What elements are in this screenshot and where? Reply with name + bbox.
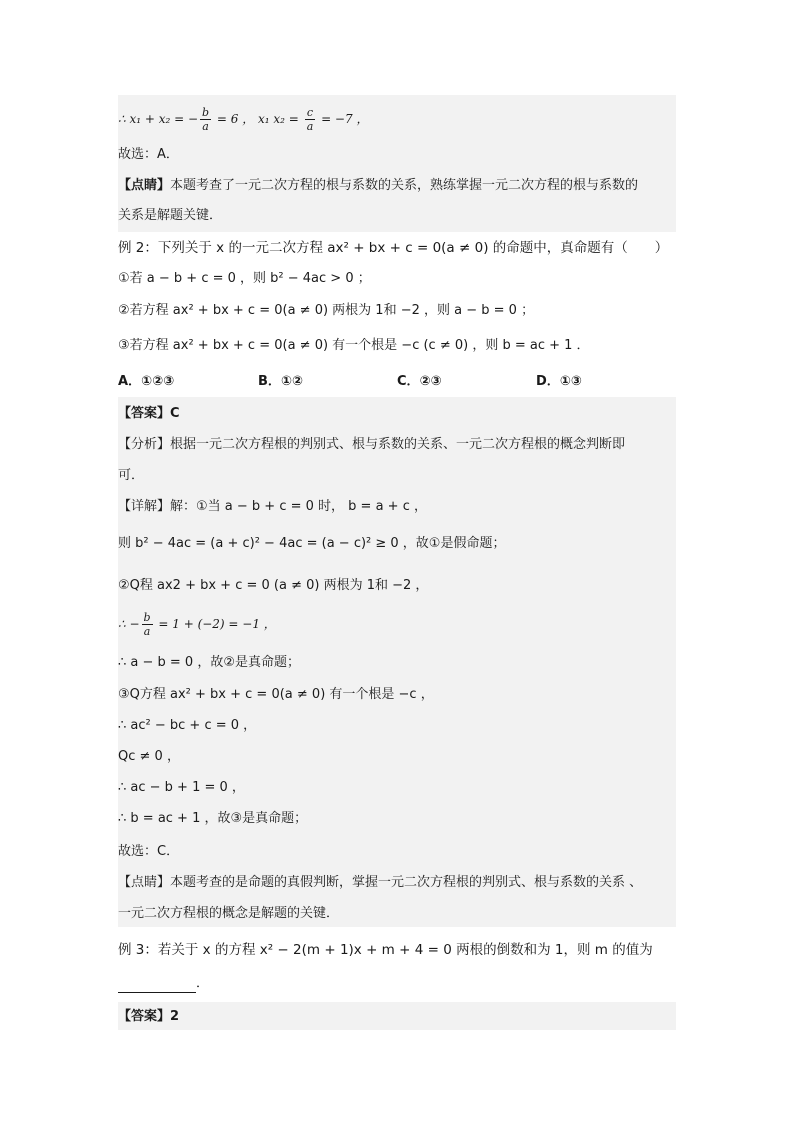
example2-prop3: ③若方程 ax² + bx + c = 0(a ≠ 0) 有一个根是 −c (c ≠ 0) ，则 b = ac + 1 ． (118, 338, 590, 353)
fraction-c-over-a: $\frac{c}{a}$ (306, 106, 314, 133)
example2-detail-line5: ∴ a − b = 0 ，故②是真命题； (118, 655, 300, 670)
example2-answer: 【答案】C (118, 406, 180, 421)
example2-options (118, 373, 698, 391)
example2-prop1: ①若 a − b + c = 0 ，则 b² − 4ac > 0 ； (118, 271, 371, 286)
option-b: B．①② (258, 374, 303, 389)
example2-detail-line6: ③Q方程 ax² + bx + c = 0(a ≠ 0) 有一个根是 −c ， (118, 687, 434, 702)
example2-detail-line4: ∴ − $\frac{b}{a}$ = 1 + (−2) = −1 ， (118, 611, 276, 638)
example2-prop2: ②若方程 ax² + bx + c = 0(a ≠ 0) 两根为 1和 −2 ，则 a − b = 0 ； (118, 303, 535, 318)
option-c: C．②③ (397, 374, 442, 389)
example2-detail-line2: 则 b² − 4ac = (a + c)² − 4ac = (a − c)² ≥ 0 ，故①是假命题； (118, 536, 506, 551)
example3-stem: 例 3：若关于 x 的方程 x² − 2(m + 1)x + m + 4 = 0 两根的倒数和为 1，则 m 的值为 (118, 942, 653, 958)
intro-comment-line2: 关系是解题关键． (118, 208, 223, 223)
example2-choice: 故选：C． (118, 844, 180, 859)
example2-analysis-line1: 【分析】根据一元二次方程根的判别式、根与系数的关系、一元二次方程根的概念判断即 (118, 437, 626, 452)
example2-comment-line2: 一元二次方程根的概念是解题的关键． (118, 906, 340, 921)
example3-blank-line: ． (118, 975, 698, 993)
example2-comment-line1: 【点睛】本题考查的是命题的真假判断，掌握一元二次方程根的判别式、根与系数的关系 、 (118, 875, 643, 890)
example2-detail-line9: ∴ ac − b + 1 = 0 ， (118, 780, 245, 795)
intro-comment-line1: 【点睛】本题考查了一元二次方程的根与系数的关系，熟练掌握一元二次方程的根与系数的 (118, 178, 639, 193)
example2-detail-line3: ②Q程 ax2 + bx + c = 0 (a ≠ 0) 两根为 1和 −2 ， (118, 578, 429, 593)
option-a: A．①②③ (118, 374, 175, 389)
example2-detail-line10: ∴ b = ac + 1 ，故③是真命题； (118, 811, 308, 826)
example2-detail-line8: Qc ≠ 0 ， (118, 749, 180, 764)
intro-choice: 故选：A． (118, 147, 179, 162)
intro-vieta-line: ∴ x₁ + x₂ = − $\frac{b}{a}$ = 6 ， x₁ x₂ = $\frac{c}{a}$ = −7 ， (118, 106, 369, 133)
fraction-b-over-a: $\frac{b}{a}$ (202, 106, 210, 133)
option-d: D．①③ (536, 374, 582, 389)
example2-detail-line7: ∴ ac² − bc + c = 0 ， (118, 718, 257, 733)
example3-answer: 【答案】2 (118, 1009, 180, 1024)
answer-blank (118, 978, 196, 993)
example2-detail-line1: 【详解】解：①当 a − b + c = 0 时， b = a + c ， (118, 499, 427, 514)
fraction-b-over-a: $\frac{b}{a}$ (143, 611, 151, 638)
example2-analysis-line2: 可． (118, 468, 145, 483)
example2-stem: 例 2：下列关于 x 的一元二次方程 ax² + bx + c = 0(a ≠ 0) 的命题中，真命题有（ ） (118, 240, 669, 256)
